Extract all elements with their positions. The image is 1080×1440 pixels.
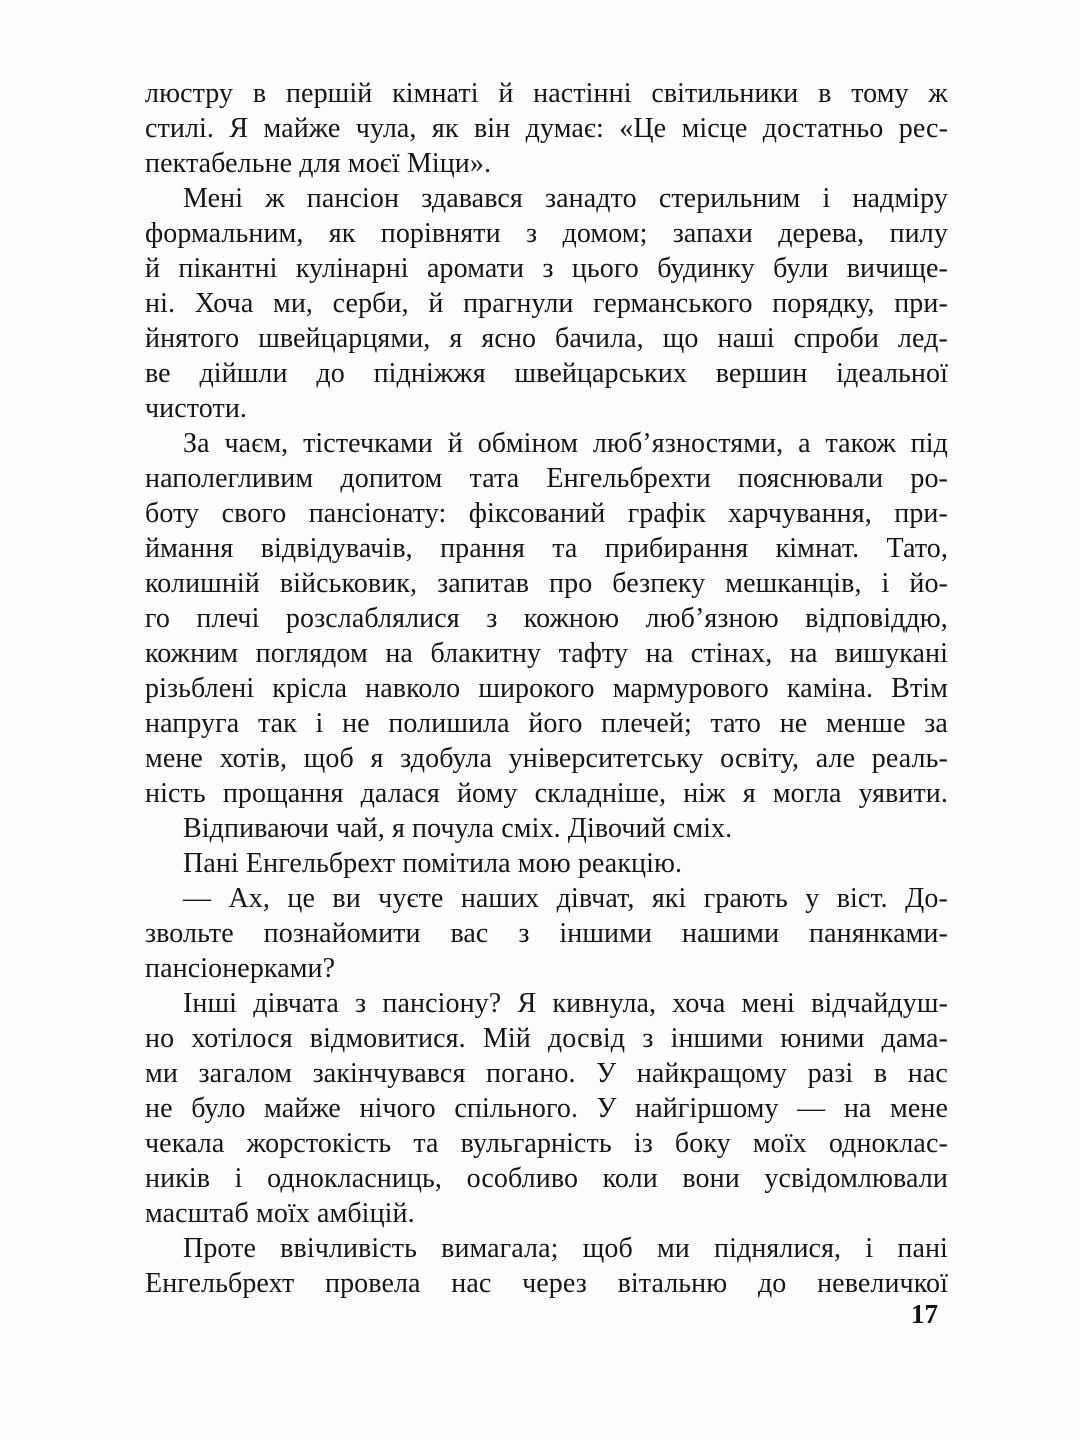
text-line: різьблені крісла навколо широкого мармурового каміна. Втім [145,673,948,704]
text-line: масштаб моїх амбіцій. [145,1198,415,1229]
text-line: го плечі розслаблялися з кожною люб’язною відповіддю, [145,603,948,634]
text-line: ймання відвідувачів, прання та прибирання кімнат. Тато, [145,533,948,564]
text-line: чекала жорстокість та вульгарність із боку моїх одноклас- [145,1128,948,1159]
text-line: ність прощання далася йому складніше, ніж я могла уявити. [145,778,948,809]
text-line: мене хотів, щоб я здобула університетську освіту, але реаль- [145,743,948,774]
text-line: колишній військовик, запитав про безпеку мешканців, і йо- [145,568,948,599]
text-line: Проте ввічливість вимагала; щоб ми піднялися, і пані [183,1233,948,1264]
text-line: — Ах, це ви чуєте наших дівчат, які грають у віст. До- [183,883,948,914]
text-line: кожним поглядом на блакитну тафту на стінах, на вишукані [145,638,948,669]
page-number: 17 [911,1299,938,1329]
paragraph [145,1231,948,1301]
text-line: наполегливим допитом тата Енгельбрехти пояснювали ро- [145,463,948,494]
text-line: формальним, як порівняти з домом; запахи дерева, пилу [145,218,948,249]
text-line: звольте познайомити вас з іншими нашими панянками- [145,918,948,949]
text-line: пансіонерками? [145,953,336,984]
text-line: люстру в першій кімнаті й настінні світильники в тому ж [145,78,948,109]
paragraph [145,426,948,811]
paragraph [145,811,948,846]
text-line: ні. Хоча ми, серби, й прагнули германського порядку, при- [145,288,948,319]
text-line: Пані Енгельбрехт помітила мою реакцію. [183,848,683,879]
text-line: ве дійшли до підніжжя швейцарських вершин ідеальної [145,358,948,389]
text-line: но хотілося відмовитися. Мій досвід з іншими юними дама- [145,1023,948,1054]
text-line: напруга так і не полишила його плечей; тато не менше за [145,708,948,739]
text-line: й пікантні кулінарні аромати з цього будинку були вичище- [145,253,948,284]
text-line: Інші дівчата з пансіону? Я кивнула, хоча мені відчайдуш- [183,988,948,1019]
text-line: Мені ж пансіон здавався занадто стерильним і надміру [183,183,948,214]
paragraph [145,846,948,881]
text-line: Відпиваючи чай, я почула сміх. Дівочий сміх. [183,813,733,844]
text-line: не було майже нічого спільного. У найгіршому — на мене [145,1093,948,1124]
text-line: Енгельбрехт провела нас через вітальню до невеличкої [145,1268,948,1299]
paragraph [145,986,948,1231]
text-block [145,76,948,1301]
paragraph [145,181,948,426]
text-line: стилі. Я майже чула, як він думає: «Це місце достатньо рес- [145,113,948,144]
text-line: ників і однокласниць, особливо коли вони усвідомлювали [145,1163,948,1194]
text-line: За чаєм, тістечками й обміном люб’язностями, а також під [183,428,948,459]
text-line: ми загалом закінчувався погано. У найкращому разі в нас [145,1058,948,1089]
text-line: чистоти. [145,393,248,424]
text-line: пектабельне для моєї Міци». [145,148,492,179]
text-line: йнятого швейцарцями, я ясно бачила, що наші спроби лед- [145,323,948,354]
text-line: боту свого пансіонату: фіксований графік харчування, при- [145,498,948,529]
paragraph [145,76,948,181]
paragraph [145,881,948,986]
